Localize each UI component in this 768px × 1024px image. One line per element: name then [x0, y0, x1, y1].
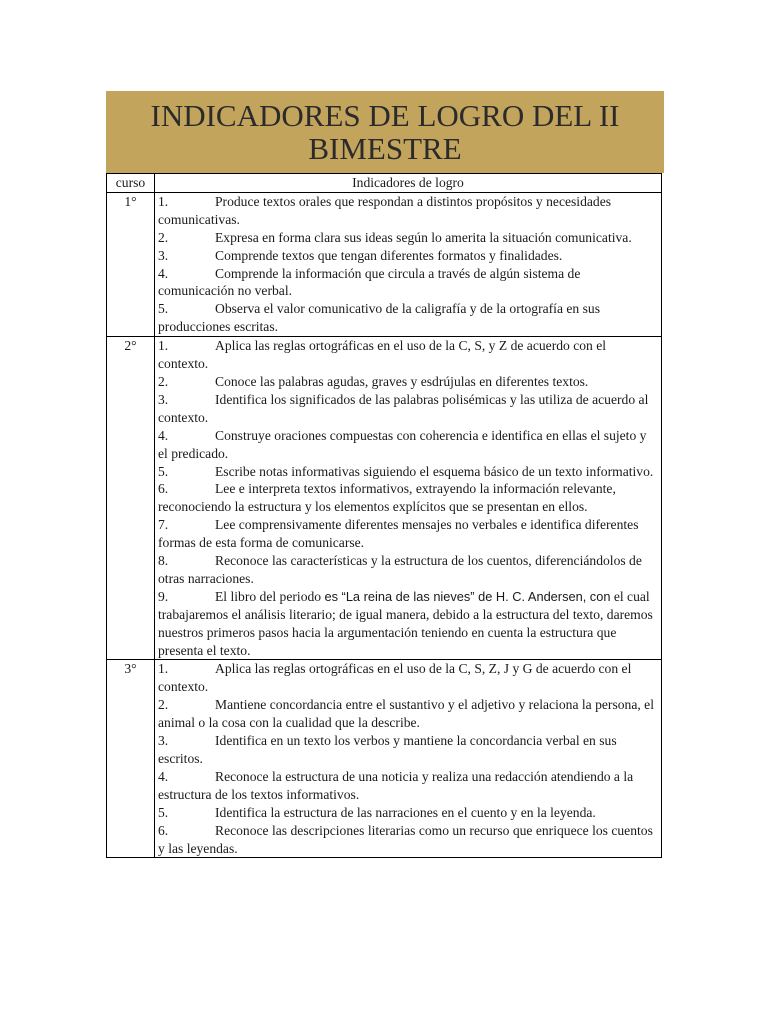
indicator-text: Lee e interpreta textos informativos, extrayendo la información relevante, reconociendo la estructura y los elementos explícitos que se presentan en ellos.	[158, 481, 616, 515]
indicator-item	[158, 463, 658, 481]
table-row	[107, 660, 662, 858]
indicator-number: 4.	[158, 768, 169, 784]
indicator-number: 6.	[158, 822, 169, 838]
indicator-text: Identifica la estructura de las narraciones en el cuento y en la leyenda.	[215, 804, 596, 820]
indicator-number: 5.	[158, 301, 169, 317]
indicator-item	[158, 804, 658, 822]
indicator-text: Mantiene concordancia entre el sustantivo y el adjetivo y relaciona la persona, el animal o la cosa con la cualidad que la describe.	[158, 697, 654, 731]
indicator-number: 6.	[158, 481, 169, 497]
indicator-text: Comprende textos que tengan diferentes formatos y finalidades.	[215, 247, 563, 263]
indicator-text: Lee comprensivamente diferentes mensajes no verbales e identifica diferentes formas de esta forma de comunicarse.	[158, 517, 639, 551]
indicator-item	[158, 660, 658, 696]
indicator-number: 1.	[158, 338, 169, 354]
indicator-text: Escribe notas informativas siguiendo el esquema básico de un texto informativo.	[215, 463, 654, 479]
indicator-number: 2.	[158, 697, 169, 713]
table-header-row	[107, 174, 662, 193]
indicator-item	[158, 229, 658, 247]
indicator-number: 4.	[158, 427, 169, 443]
indicator-item	[158, 552, 658, 588]
indicator-number: 3.	[158, 733, 169, 749]
indicator-item	[158, 247, 658, 265]
indicator-item	[158, 768, 658, 804]
indicator-number: 1.	[158, 661, 169, 677]
table-row	[107, 192, 662, 336]
indicator-text: Construye oraciones compuestas con coherencia e identifica en ellas el sujeto y el predicado.	[158, 427, 647, 461]
indicator-item	[158, 696, 658, 732]
course-cell: 2°	[107, 337, 155, 660]
course-cell: 1°	[107, 192, 155, 336]
indicator-number: 8.	[158, 553, 169, 569]
indicator-number: 4.	[158, 265, 169, 281]
table-row	[107, 337, 662, 660]
indicators-table	[106, 173, 662, 858]
indicators-cell	[155, 192, 662, 336]
indicator-text: Reconoce la estructura de una noticia y realiza una redacción atendiendo a la estructura de los textos informativos.	[158, 768, 634, 802]
indicator-number: 3.	[158, 391, 169, 407]
indicator-item	[158, 391, 658, 427]
indicator-item	[158, 337, 658, 373]
indicator-text: Reconoce las descripciones literarias como un recurso que enriquece los cuentos y las leyendas.	[158, 822, 653, 856]
indicator-text: Aplica las reglas ortográficas en el uso de la C, S, y Z de acuerdo con el contexto.	[158, 338, 607, 372]
indicator-text: Identifica en un texto los verbos y mantiene la concordancia verbal en sus escritos.	[158, 733, 617, 766]
indicator-text: Produce textos orales que respondan a distintos propósitos y necesidades comunicativas.	[158, 193, 612, 227]
indicator-item	[158, 427, 658, 463]
indicator-item	[158, 822, 658, 858]
header-course: curso	[107, 174, 155, 193]
indicators-cell	[155, 337, 662, 660]
indicator-number: 5.	[158, 463, 169, 479]
course-cell: 3°	[107, 660, 155, 858]
indicator-number: 9.	[158, 588, 169, 604]
indicator-text: Conoce las palabras agudas, graves y esdrújulas en diferentes textos.	[215, 373, 589, 389]
indicator-item	[158, 300, 658, 336]
indicators-cell	[155, 660, 662, 858]
title-band	[106, 91, 664, 173]
indicator-text-before: El libro del periodo	[215, 588, 325, 604]
indicator-text: Identifica los significados de las palabras polisémicas y las utiliza de acuerdo al contexto.	[158, 391, 649, 425]
indicator-number: 2.	[158, 229, 169, 245]
indicator-item	[158, 373, 658, 391]
indicator-item	[158, 265, 658, 301]
indicator-item	[158, 516, 658, 552]
indicator-item	[158, 480, 658, 516]
indicator-text: Expresa en forma clara sus ideas según lo amerita la situación comunicativa.	[215, 229, 632, 245]
indicator-number: 5.	[158, 804, 169, 820]
indicator-text: Reconoce las características y la estructura de los cuentos, diferenciándolos de otras narraciones.	[158, 553, 642, 586]
indicator-number: 1.	[158, 193, 169, 209]
book-title-text: es “La reina de las nieves” de H. C. Andersen, con	[324, 588, 611, 604]
indicator-item	[158, 732, 658, 768]
indicator-text: Observa el valor comunicativo de la caligrafía y de la ortografía en sus producciones escritas.	[158, 301, 600, 335]
indicator-item	[158, 588, 658, 660]
indicator-number: 3.	[158, 247, 169, 263]
header-indicators: Indicadores de logro	[155, 174, 662, 193]
indicator-number: 2.	[158, 373, 169, 389]
indicator-item	[158, 193, 658, 229]
indicator-text: Comprende la información que circula a través de algún sistema de comunicación no verbal.	[158, 265, 581, 299]
indicator-number: 7.	[158, 517, 169, 533]
document-title: INDICADORES DE LOGRO DEL II BIMESTRE	[150, 98, 620, 166]
indicator-text: Aplica las reglas ortográficas en el uso de la C, S, Z, J y G de acuerdo con el contexto.	[158, 661, 632, 695]
indicator-text-after: el cual trabajaremos el análisis literario; de igual manera, debido a la estructura del texto, daremos nuestros primeros pasos hacia la argumentación teniendo en cuenta la estructura que presenta el texto.	[158, 588, 653, 658]
